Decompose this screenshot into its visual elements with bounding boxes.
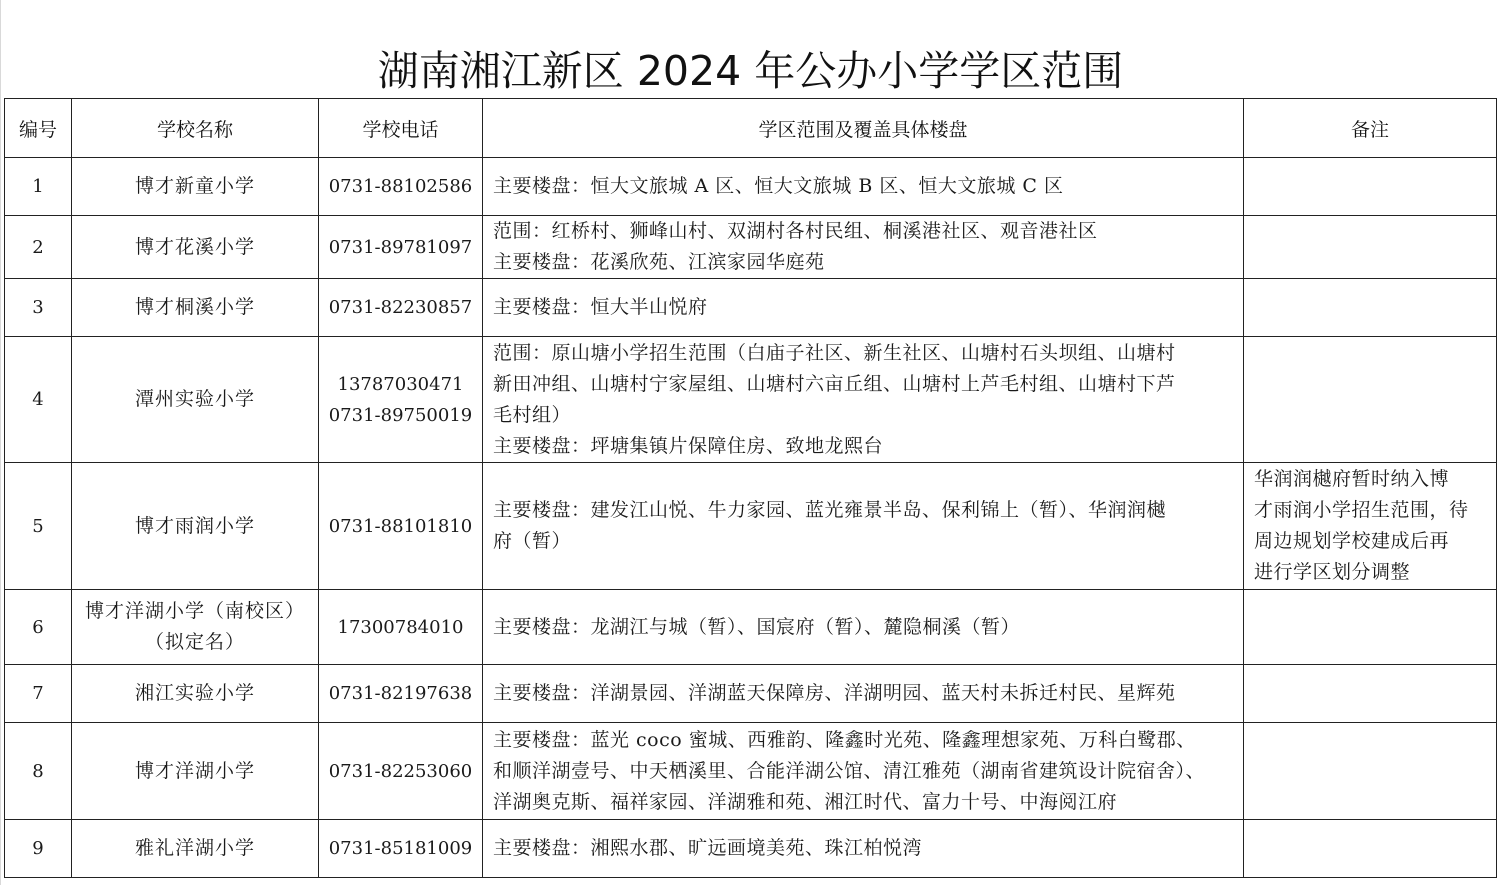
row-note: [1244, 216, 1497, 279]
school-phone-line: 0731-89750019: [328, 404, 473, 426]
header-district-scope: 学区范围及覆盖具体楼盘: [483, 99, 1244, 158]
district-scope-line: 主要楼盘：湘熙水郡、旷远画境美苑、珠江柏悦湾: [493, 837, 923, 859]
row-note-line: 进行学区划分调整: [1254, 561, 1411, 583]
row-note: [1244, 279, 1497, 337]
school-phone-line: 17300784010: [337, 616, 464, 638]
table-row: [5, 590, 1497, 665]
school-name-line: 博才洋湖小学（南校区）: [84, 600, 305, 622]
school-name: [72, 216, 319, 279]
row-number: 8: [5, 723, 72, 820]
school-name-line: （拟定名）: [144, 631, 245, 653]
district-scope-line: 主要楼盘：蓝光 coco 蜜城、西雅韵、隆鑫时光苑、隆鑫理想家苑、万科白鹭郡、: [493, 728, 1196, 751]
district-scope-line: 主要楼盘：洋湖景园、洋湖蓝天保障房、洋湖明园、蓝天村未拆迁村民、星辉苑: [493, 682, 1176, 704]
school-name-line: 博才花溪小学: [134, 235, 255, 258]
school-phone: [319, 590, 483, 665]
document-title: 湖南湘江新区 2024 年公办小学学区范围: [377, 47, 1124, 95]
district-scope: [483, 158, 1244, 216]
header-school-name: 学校名称: [72, 99, 319, 158]
table-row: [5, 158, 1497, 216]
school-name: [72, 723, 319, 820]
district-scope-line: 主要楼盘：恒大半山悦府: [493, 296, 708, 318]
school-phone: [319, 723, 483, 820]
row-note: [1244, 590, 1497, 665]
row-note-line: 周边规划学校建成后再: [1254, 530, 1450, 552]
school-phone: [319, 158, 483, 216]
district-scope-line: 范围：红桥村、狮峰山村、双湖村各村民组、桐溪港社区、观音港社区: [493, 220, 1098, 242]
school-phone-line: 13787030471: [337, 373, 464, 395]
row-note-line: 华润润樾府暂时纳入博: [1254, 468, 1450, 490]
row-number: 7: [5, 665, 72, 723]
school-name: [72, 279, 319, 337]
row-note: [1244, 723, 1497, 820]
school-phone: [319, 463, 483, 590]
district-scope: [483, 820, 1244, 878]
district-scope-line: 范围：原山塘小学招生范围（白庙子社区、新生社区、山塘村石头坝组、山塘村: [493, 341, 1176, 364]
district-scope: [483, 463, 1244, 590]
row-note-line: 才雨润小学招生范围，待: [1254, 499, 1469, 521]
school-district-table: [4, 98, 1497, 878]
school-name: [72, 820, 319, 878]
row-number: 9: [5, 820, 72, 878]
district-scope-line: 主要楼盘：花溪欣苑、江滨家园华庭苑: [493, 251, 825, 273]
school-phone-line: 0731-82197638: [328, 683, 473, 704]
district-scope-line: 新田冲组、山塘村宁家屋组、山塘村六亩丘组、山塘村上芦毛村组、山塘村下芦: [493, 372, 1176, 395]
school-name-line: 博才桐溪小学: [134, 296, 255, 318]
row-note: [1244, 665, 1497, 723]
table-row: [5, 216, 1497, 279]
district-scope: [483, 279, 1244, 337]
table-row: [5, 820, 1497, 878]
table-header-row: [5, 99, 1497, 158]
school-phone-line: 0731-89781097: [328, 236, 473, 258]
header-num: 编号: [5, 99, 72, 158]
table-row: [5, 337, 1497, 463]
row-number: 3: [5, 279, 72, 337]
table-row: [5, 279, 1497, 337]
district-scope: [483, 665, 1244, 723]
row-note: [1244, 463, 1497, 590]
district-scope-line: 洋湖奥克斯、福祥家园、洋湖雅和苑、湘江时代、富力十号、中海阅江府: [493, 790, 1118, 813]
school-phone: [319, 820, 483, 878]
district-scope: [483, 723, 1244, 820]
row-note: [1244, 158, 1497, 216]
row-note: [1244, 337, 1497, 463]
school-name-line: 雅礼洋湖小学: [134, 837, 255, 859]
table-row: [5, 463, 1497, 590]
district-scope: [483, 337, 1244, 463]
school-name: [72, 590, 319, 665]
row-number: 5: [5, 463, 72, 590]
row-note: [1244, 820, 1497, 878]
school-phone-line: 0731-82230857: [328, 297, 473, 318]
district-scope-line: 毛村组）: [493, 403, 572, 426]
school-name-line: 湘江实验小学: [134, 682, 255, 704]
school-phone: [319, 337, 483, 463]
school-name: [72, 665, 319, 723]
school-phone-line: 0731-88102586: [328, 176, 473, 197]
school-phone: [319, 279, 483, 337]
district-scope-line: 府（暂）: [493, 530, 572, 552]
school-phone-line: 0731-88101810: [328, 515, 473, 537]
school-phone: [319, 216, 483, 279]
district-scope-line: 主要楼盘：恒大文旅城 A 区、恒大文旅城 B 区、恒大文旅城 C 区: [493, 175, 1064, 197]
school-phone-line: 0731-82253060: [328, 760, 473, 782]
header-note: 备注: [1244, 99, 1497, 158]
table-row: [5, 665, 1497, 723]
row-number: 2: [5, 216, 72, 279]
district-scope: [483, 590, 1244, 665]
school-phone: [319, 665, 483, 723]
row-number: 6: [5, 590, 72, 665]
district-scope-line: 主要楼盘：坪塘集镇片保障住房、致地龙熙台: [493, 434, 884, 457]
school-name: [72, 463, 319, 590]
school-name-line: 博才洋湖小学: [134, 759, 255, 782]
district-scope-line: 主要楼盘：龙湖江与城（暂）、国宸府（暂）、麓隐桐溪（暂）: [493, 615, 1021, 638]
row-number: 1: [5, 158, 72, 216]
table-row: [5, 723, 1497, 820]
row-number: 4: [5, 337, 72, 463]
district-scope-line: 和顺洋湖壹号、中天栖溪里、合能洋湖公馆、清江雅苑（湖南省建筑设计院宿舍）、: [493, 759, 1206, 782]
school-name-line: 潭州实验小学: [134, 388, 255, 410]
district-scope: [483, 216, 1244, 279]
school-name: [72, 337, 319, 463]
school-name: [72, 158, 319, 216]
school-phone-line: 0731-85181009: [328, 838, 473, 859]
school-name-line: 博才雨润小学: [134, 514, 255, 537]
district-scope-line: 主要楼盘：建发江山悦、牛力家园、蓝光雍景半岛、保利锦上（暂）、华润润樾: [493, 499, 1167, 521]
header-school-phone: 学校电话: [319, 99, 483, 158]
school-name-line: 博才新童小学: [134, 175, 255, 197]
